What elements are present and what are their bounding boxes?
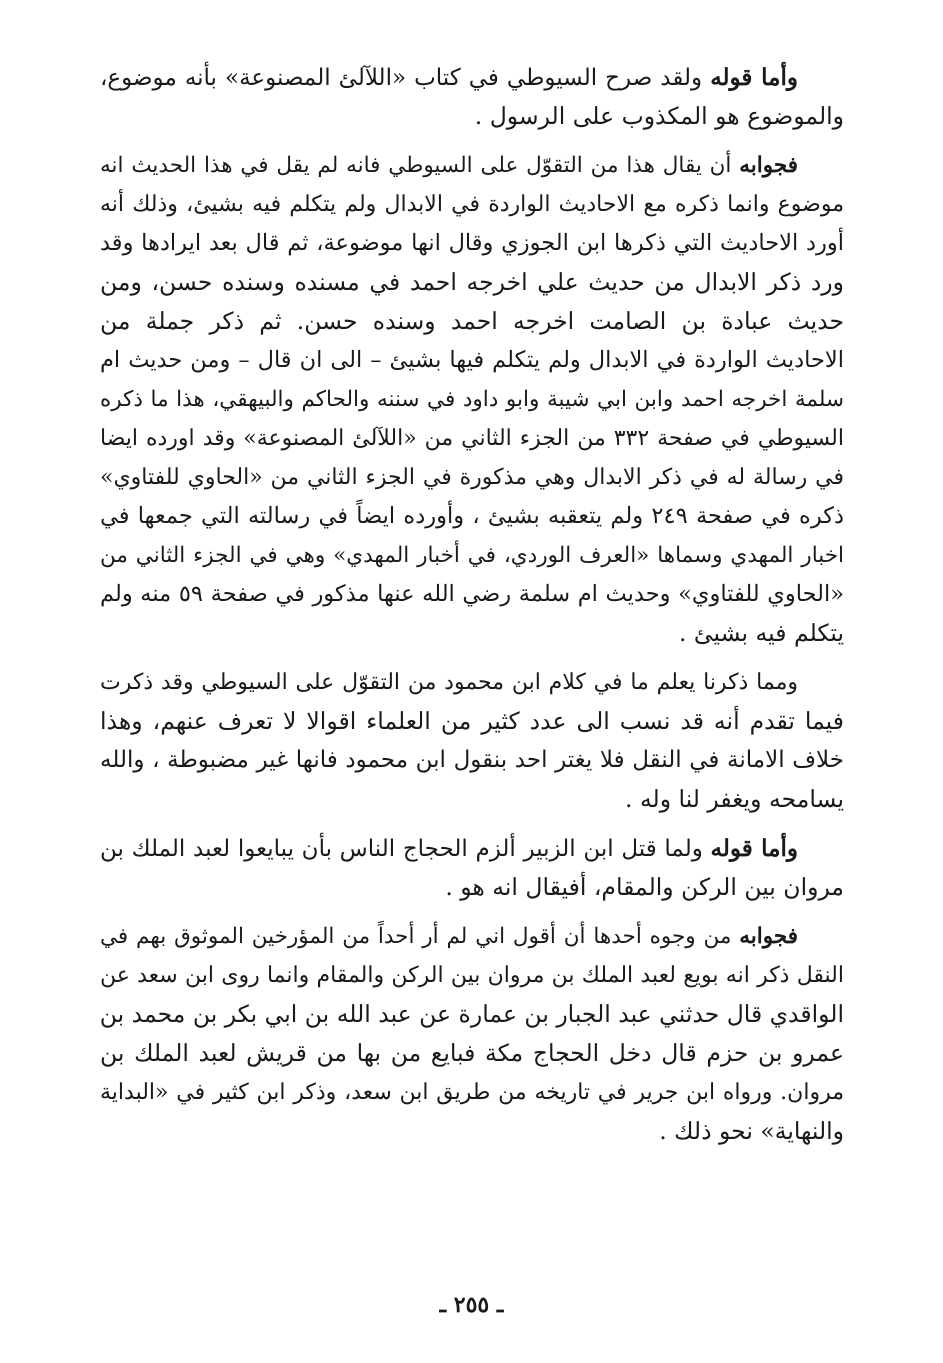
text-line: والنهاية» نحو ذلك . — [659, 1117, 844, 1145]
text-line: فجوابه من وجوه أحدها أن أقول اني لم أر أحداً من المؤرخين الموثوق بهم في — [100, 924, 798, 949]
text-line: الاحاديث الواردة في الابدال ولم يتكلم فيها بشيئ – الى ان قال – ومن حديث ام — [100, 347, 844, 373]
text-line: في رسالة له في ذكر الابدال وهي مذكورة في الجزء الثاني من «الحاوي للفتاوي» — [100, 465, 844, 490]
text-line: ورد ذكر الابدال من حديث علي اخرجه احمد في مسنده وسنده حسن، ومن — [100, 268, 844, 296]
text-line: أورد الاحاديث التي ذكرها ابن الجوزي وقال انها موضوعة، ثم قال بعد ايرادها وقد — [100, 230, 844, 256]
text-line: السيوطي في صفحة ٣٣٢ من الجزء الثاني من «اللآلئ المصنوعة» وقد اورده ايضا — [100, 426, 845, 451]
paragraph-lead: فجوابه — [739, 924, 798, 949]
text-line: الواقدي قال حدثني عبد الجبار بن عمارة عن عبد الله بن ابي بكر بن محمد بن — [99, 1000, 844, 1028]
text-line: حديث عبادة بن الصامت اخرجه احمد وسنده حسن. ثم ذكر جملة من — [100, 307, 844, 335]
paragraph-lead: فجوابه — [739, 153, 798, 178]
text-line: «الحاوي للفتاوي» وحديث ام سلمة رضي الله عنها مذكور في صفحة ٥٩ منه ولم — [100, 581, 845, 607]
text-line: فيما تقدم أنه قد نسب الى عدد كثير من العلماء اقوالا لا تعرف عنهم، وهذا — [100, 707, 844, 735]
paragraph-2 — [100, 146, 844, 653]
text-line: سلمة اخرجه احمد وابن ابي شيبة وابو داود في سننه والحاكم والبيهقي، هذا ما ذكره — [100, 387, 844, 412]
text-line: النقل ذكر انه بويع لعبد الملك بن مروان بين الركن والمقام وانما روى ابن سعد عن — [100, 963, 844, 988]
paragraph-lead: وأما قوله — [710, 835, 798, 862]
text-line: مروان بين الركن والمقام، أفيقال انه هو . — [445, 873, 844, 901]
text-line: مروان. ورواه ابن جرير في تاريخه من طريق ابن سعد، وذكر ابن كثير في «البداية — [100, 1080, 844, 1105]
paragraph-3 — [100, 663, 844, 819]
text-line: وأما قوله ولقد صرح السيوطي في كتاب «اللآلئ المصنوعة» بأنه موضوع، — [100, 64, 798, 91]
paragraph-1 — [100, 58, 844, 136]
text-line: عمرو بن حزم قال دخل الحجاج مكة فبايع من بها من قريش لعبد الملك بن — [100, 1039, 844, 1067]
text-line: والموضوع هو المكذوب على الرسول . — [474, 102, 844, 130]
text-line: يتكلم فيه بشيئ . — [678, 619, 844, 647]
text-line: يسامحه ويغفر لنا وله . — [625, 785, 844, 813]
text-line: موضوع وانما ذكره مع الاحاديث الواردة في الابدال ولم يتكلم فيه بشيئ، وذلك أنه — [100, 192, 844, 217]
text-line: خلاف الامانة في النقل فلا يغتر احد بنقول ابن محمود فانها غير مضبوطة ، والله — [100, 747, 844, 773]
text-line: ومما ذكرنا يعلم ما في كلام ابن محمود من التقوّل على السيوطي وقد ذكرت — [100, 670, 798, 695]
text-line: اخبار المهدي وسماها «العرف الوردي، في أخبار المهدي» وهي في الجزء الثاني من — [100, 543, 844, 568]
text-line: وأما قوله ولما قتل ابن الزبير ألزم الحجاج الناس بأن يبايعوا لعبد الملك بن — [100, 835, 798, 862]
text-line: فجوابه أن يقال هذا من التقوّل على السيوطي فانه لم يقل في هذا الحديث انه — [100, 153, 798, 178]
paragraph-5 — [100, 917, 844, 1151]
text-line: ذكره في صفحة ٢٤٩ ولم يتعقبه بشيئ ، وأورده ايضاً في رسالته التي جمعها في — [100, 503, 844, 529]
paragraph-4 — [100, 829, 844, 907]
page-body — [100, 58, 844, 1161]
paragraph-lead: وأما قوله — [710, 64, 798, 91]
page-number: ـ ٢٥٥ ـ — [439, 1292, 504, 1318]
